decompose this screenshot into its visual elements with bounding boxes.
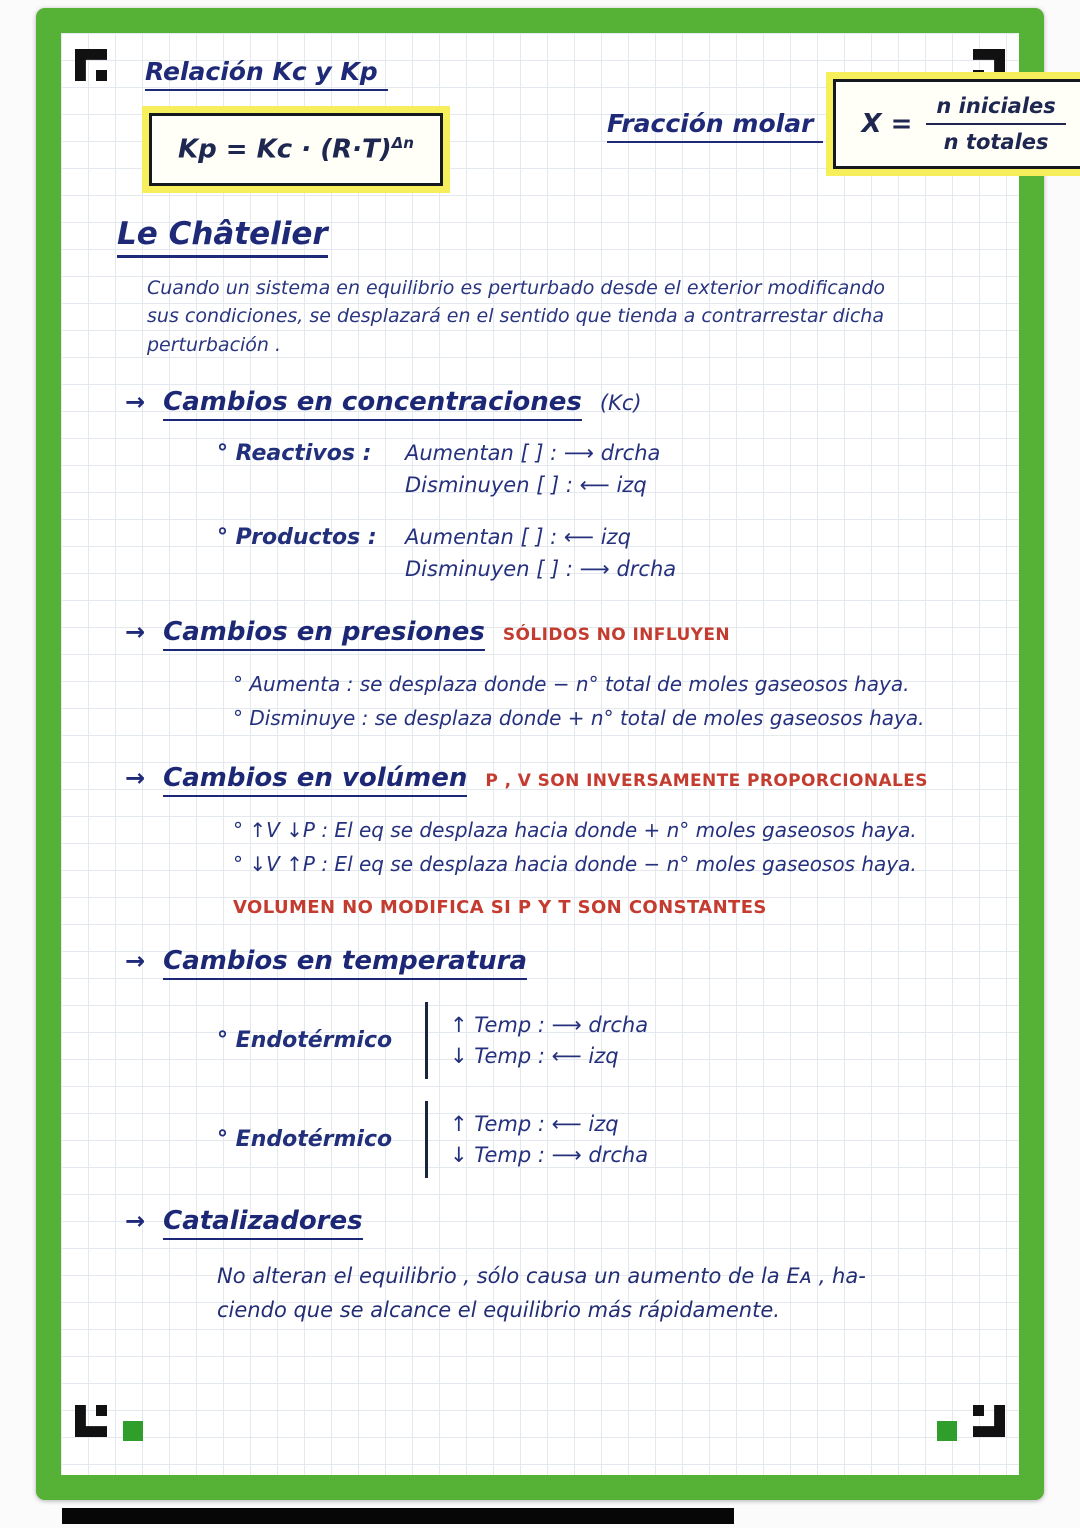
arrow-icon: → xyxy=(125,388,146,417)
productos-lines xyxy=(405,525,676,589)
notes-content xyxy=(61,33,1056,1475)
note-line: Aumentan [ ] : ⟵ izq xyxy=(405,525,631,550)
endotermico-group-2 xyxy=(217,1101,979,1178)
section-temperatura xyxy=(125,946,979,1178)
graph-paper-sheet xyxy=(61,33,1056,1475)
molar-fraction-numerator: n iniciales xyxy=(926,94,1065,125)
section-heading-row xyxy=(125,387,979,421)
kp-formula-box xyxy=(149,113,443,186)
note-line: Aumentan [ ] : ⟶ drcha xyxy=(405,441,661,466)
volumen-bullets xyxy=(233,813,979,881)
reactivos-lines xyxy=(405,441,660,505)
kc-kp-heading: Relación Kc y Kp xyxy=(145,57,388,91)
section-heading-row xyxy=(125,946,979,980)
section-concentraciones xyxy=(125,387,979,589)
note-line: ° Disminuye : se desplaza donde + n° total de moles gaseosos haya. xyxy=(233,706,925,731)
section-title: Cambios en concentraciones xyxy=(163,387,582,421)
arrow-icon: → xyxy=(125,618,146,647)
molar-fraction-lhs: X = xyxy=(861,109,913,139)
note-line: Disminuyen [ ] : ⟶ drcha xyxy=(405,557,677,582)
intro-paragraph xyxy=(147,274,979,360)
green-page-frame xyxy=(36,8,1056,1500)
molar-fraction-denominator: n totales xyxy=(943,130,1049,154)
top-formulas-row xyxy=(117,57,1056,186)
page-title: Le Châtelier xyxy=(117,216,328,258)
section-heading-row xyxy=(125,617,979,651)
note-line: ciendo que se alcance el equilibrio más rápidamente. xyxy=(217,1297,780,1322)
endotermico-group-1 xyxy=(217,1002,979,1079)
endotermico-label: ° Endotérmico xyxy=(217,1028,393,1054)
section-title: Cambios en temperatura xyxy=(163,946,527,980)
arrow-icon: → xyxy=(125,1207,146,1236)
note-line: ° Aumenta : se desplaza donde − n° total de moles gaseosos haya. xyxy=(233,672,910,697)
note-line: ↑ Temp : ⟶ drcha xyxy=(450,1013,649,1038)
section-catalizadores xyxy=(125,1206,979,1327)
productos-label: ° Productos : xyxy=(217,525,377,551)
reactivos-label: ° Reactivos : xyxy=(217,441,372,467)
molar-fraction-fraction xyxy=(926,94,1065,154)
intro-line: perturbación . xyxy=(147,333,282,356)
note-line: No alteran el equilibrio , sólo causa un aumento de la Eᴀ , ha- xyxy=(217,1264,866,1289)
note-line: ↓ Temp : ⟶ drcha xyxy=(450,1143,649,1168)
section-title: Cambios en presiones xyxy=(163,617,485,651)
catalizadores-paragraph xyxy=(217,1260,979,1327)
intro-line: Cuando un sistema en equilibrio es perturbado desde el exterior modificando xyxy=(147,276,886,299)
molar-fraction-column xyxy=(607,57,1080,169)
intro-line: sus condiciones, se desplazará en el sentido que tienda a contrarrestar dicha xyxy=(147,305,884,328)
note-line: ↑ Temp : ⟵ izq xyxy=(450,1112,619,1137)
endotermico-lines xyxy=(425,1101,648,1178)
section-heading-row xyxy=(125,1206,979,1240)
productos-group xyxy=(217,525,979,589)
endotermico-lines xyxy=(425,1002,648,1079)
kp-formula-exponent: Δn xyxy=(391,134,414,152)
note-line: ° ↑V ↓P : El eq se desplaza hacia donde + n° moles gaseosos haya. xyxy=(233,818,917,843)
molar-fraction-box xyxy=(833,79,1080,169)
presiones-bullets xyxy=(233,667,979,735)
scan-edge-strip xyxy=(62,1508,734,1524)
section-presiones xyxy=(125,617,979,735)
arrow-icon: → xyxy=(125,764,146,793)
section-suffix: (Kc) xyxy=(599,391,642,416)
note-line: ° ↓V ↑P : El eq se desplaza hacia donde − n° moles gaseosos haya. xyxy=(233,852,917,877)
red-annotation: P , V SON INVERSAMENTE PROPORCIONALES xyxy=(485,771,928,792)
molar-fraction-heading: Fracción molar xyxy=(607,109,823,143)
section-title: Cambios en volúmen xyxy=(163,763,467,797)
endotermico-label: ° Endotérmico xyxy=(217,1127,393,1153)
red-annotation: SÓLIDOS NO INFLUYEN xyxy=(502,625,730,646)
reactivos-group xyxy=(217,441,979,505)
section-title: Catalizadores xyxy=(163,1206,363,1240)
section-heading-row xyxy=(125,763,979,797)
kp-formula-text: Kp = Kc · (R·T) xyxy=(178,134,392,165)
red-warning-note: VOLUMEN NO MODIFICA SI P Y T SON CONSTANTES xyxy=(233,897,767,919)
kc-kp-column xyxy=(145,57,545,186)
section-volumen xyxy=(125,763,979,919)
note-line: Disminuyen [ ] : ⟵ izq xyxy=(405,473,647,498)
arrow-icon: → xyxy=(125,947,146,976)
note-line: ↓ Temp : ⟵ izq xyxy=(450,1044,619,1069)
